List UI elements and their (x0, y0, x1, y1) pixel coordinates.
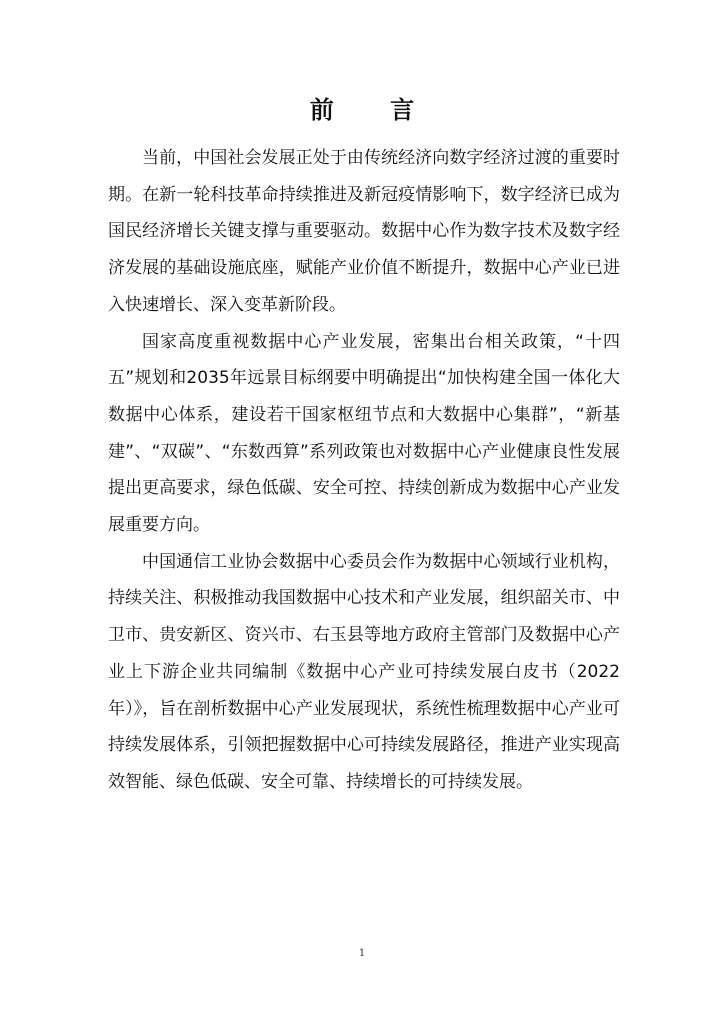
page-number: 1 (358, 948, 366, 959)
preface-paragraph-2: 国家高度重视数据中心产业发展，密集出台相关政策，“十四五”规划和2035年远景目标纲要中明确提出“加快构建全国一体化大数据中心体系，建设若干国家枢纽节点和大数据中心集群”，“新基建”、“双碳”、“东数西算”系列政策也对数据中心产业健康良性发展提出更高要求，绿色低碳、安全可控、持续创新成为数据中心产业发展重要方向。 (108, 331, 620, 536)
page-title: 前 言 (309, 96, 439, 124)
preface-paragraph-1: 当前，中国社会发展正处于由传统经济向数字经济过渡的重要时期。在新一轮科技革命持续推进及新冠疫情影响下，数字经济已成为国民经济增长关键支撑与重要驱动。数据中心作为数字技术及数字经济发展的基础设施底座，赋能产业价值不断提升，数据中心产业已进入快速增长、深入变革新阶段。 (108, 148, 620, 315)
preface-paragraph-3: 中国通信工业协会数据中心委员会作为数据中心领域行业机构，持续关注、积极推动我国数据中心技术和产业发展，组织韶关市、中卫市、贵安新区、资兴市、右玉县等地方政府主管部门及数据中心产业上下游企业共同编制《数据中心产业可持续发展白皮书（2022年）》，旨在剖析数据中心产业发展现状，系统性梳理数据中心产业可持续发展体系，引领把握数据中心可持续发展路径，推进产业实现高效智能、绿色低碳、安全可靠、持续增长的可持续发展。 (108, 551, 620, 792)
preface-body (108, 140, 620, 801)
